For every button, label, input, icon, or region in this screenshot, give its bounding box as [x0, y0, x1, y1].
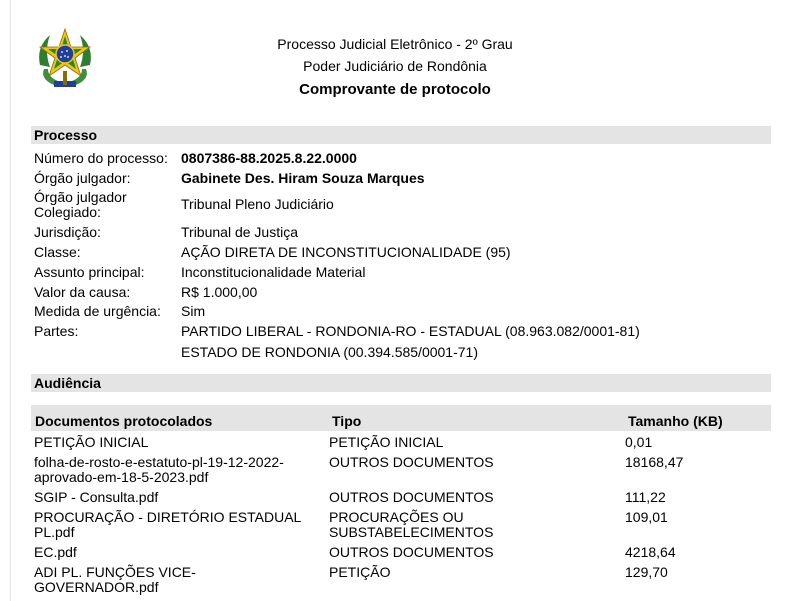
- field-value: Gabinete Des. Hiram Souza Marques: [181, 170, 425, 186]
- column-header-tamanho: Tamanho (KB): [628, 413, 723, 429]
- document-name-cont: aprovado-em-18-5-2023.pdf: [34, 469, 209, 485]
- field-label: Valor da causa:: [34, 284, 131, 300]
- table-row: [34, 510, 770, 542]
- party-1: PARTIDO LIBERAL - RONDONIA-RO - ESTADUAL (08.963.082/0001-81): [181, 323, 640, 339]
- document-name: ADI PL. FUNÇÕES VICE-: [34, 564, 196, 580]
- field-label-line1: Órgão julgador: [34, 189, 127, 205]
- column-header-tipo: Tipo: [332, 413, 362, 429]
- field-label: Classe:: [34, 244, 81, 260]
- field-value: 0807386-88.2025.8.22.0000: [181, 150, 357, 166]
- document-name-cont: PL.pdf: [34, 524, 75, 540]
- field-orgao-colegiado: [34, 189, 770, 221]
- document-type: PETIÇÃO INICIAL: [329, 434, 444, 450]
- field-label: Órgão julgador:: [34, 170, 131, 186]
- field-value: Tribunal de Justiça: [181, 224, 298, 240]
- field-label: Jurisdição:: [34, 224, 101, 240]
- document-name: SGIP - Consulta.pdf: [34, 489, 159, 505]
- field-label: Partes:: [34, 323, 79, 339]
- document-size: 111,22: [625, 489, 666, 505]
- field-value: Sim: [181, 303, 206, 319]
- document-size: 4218,64: [625, 544, 676, 560]
- document-type: PROCURAÇÕES OU: [329, 509, 464, 525]
- column-header-documentos: Documentos protocolados: [35, 413, 213, 429]
- document-type-cont: SUBSTABELECIMENTOS: [329, 524, 494, 540]
- court-name: Poder Judiciário de Rondônia: [303, 58, 487, 74]
- field-partes: [34, 323, 770, 363]
- document-title: Comprovante de protocolo: [299, 81, 491, 98]
- field-label: Número do processo:: [34, 150, 168, 166]
- field-value: AÇÃO DIRETA DE INCONSTITUCIONALIDADE (95): [181, 244, 511, 260]
- document-name: EC.pdf: [34, 544, 77, 560]
- document-type: OUTROS DOCUMENTOS: [329, 489, 494, 505]
- document-name-cont: GOVERNADOR.pdf: [34, 579, 159, 595]
- document-type: OUTROS DOCUMENTOS: [329, 544, 494, 560]
- document-name: folha-de-rosto-e-estatuto-pl-19-12-2022-: [34, 454, 284, 470]
- document-name: PETIÇÃO INICIAL: [34, 434, 149, 450]
- document-size: 18168,47: [625, 454, 684, 470]
- field-value: Inconstitucionalidade Material: [181, 264, 366, 280]
- documents-table-header: [31, 405, 771, 431]
- field-value: Tribunal Pleno Judiciário: [181, 196, 334, 212]
- document-type: OUTROS DOCUMENTOS: [329, 454, 494, 470]
- document-name: PROCURAÇÃO - DIRETÓRIO ESTADUAL: [34, 509, 302, 525]
- field-label: Medida de urgência:: [34, 303, 161, 319]
- document-type: PETIÇÃO: [329, 564, 391, 580]
- document-size: 109,01: [625, 509, 668, 525]
- document-size: 0,01: [625, 434, 653, 450]
- system-name: Processo Judicial Eletrônico - 2º Grau: [277, 36, 513, 52]
- section-processo-heading: Processo: [31, 126, 771, 144]
- document-size: 129,70: [625, 564, 668, 580]
- section-audiencia-heading: Audiência: [31, 374, 771, 392]
- party-2: ESTADO DE RONDONIA (00.394.585/0001-71): [181, 344, 478, 360]
- field-value: R$ 1.000,00: [181, 284, 258, 300]
- field-label-line2: Colegiado:: [34, 204, 101, 220]
- table-row: [34, 455, 770, 487]
- field-label: Assunto principal:: [34, 264, 145, 280]
- table-row: [34, 565, 770, 597]
